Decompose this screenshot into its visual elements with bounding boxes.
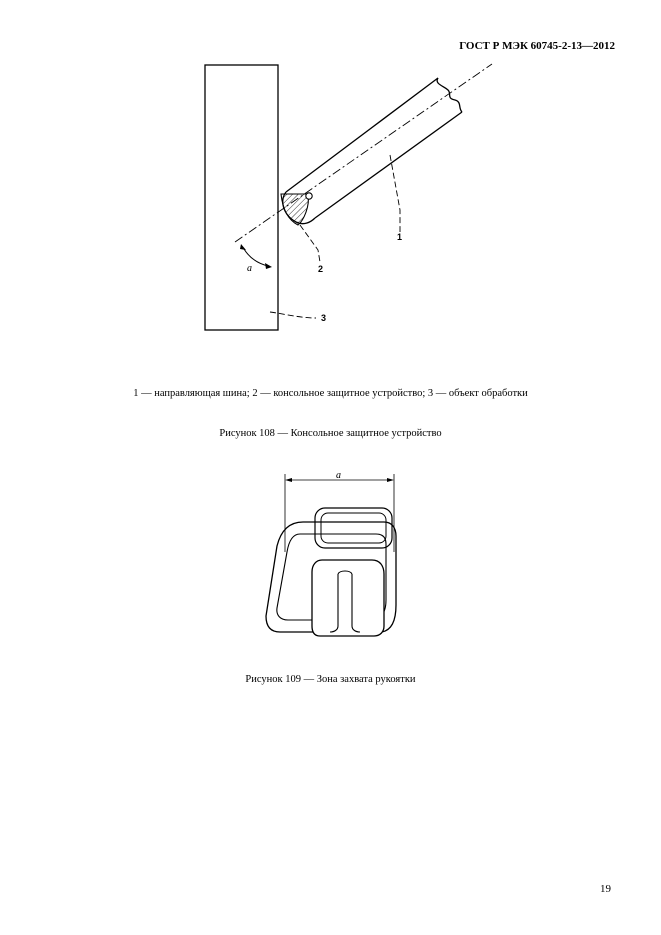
figure-108-legend: 1 — направляющая шина; 2 — консольное защитное устройство; 3 — объект обработки [133,388,528,399]
handle-rear-inner [321,513,386,543]
label-guard: 2 [318,264,324,274]
dim-arrow-left [285,478,292,482]
dim-arrow-right [387,478,394,482]
standard-header: ГОСТ Р МЭК 60745-2-13—2012 [459,40,615,52]
dimension-label: a [336,470,341,481]
figure-109-caption: Рисунок 109 — Зона захвата рукоятки [245,674,416,685]
figure-108-caption: Рисунок 108 — Консольное защитное устройство [219,428,442,439]
page-number: 19 [600,883,611,895]
angle-label: a [247,263,252,274]
label-workpiece: 3 [321,313,327,323]
label-rail: 1 [397,232,403,242]
handle-rear-outer [315,508,392,548]
